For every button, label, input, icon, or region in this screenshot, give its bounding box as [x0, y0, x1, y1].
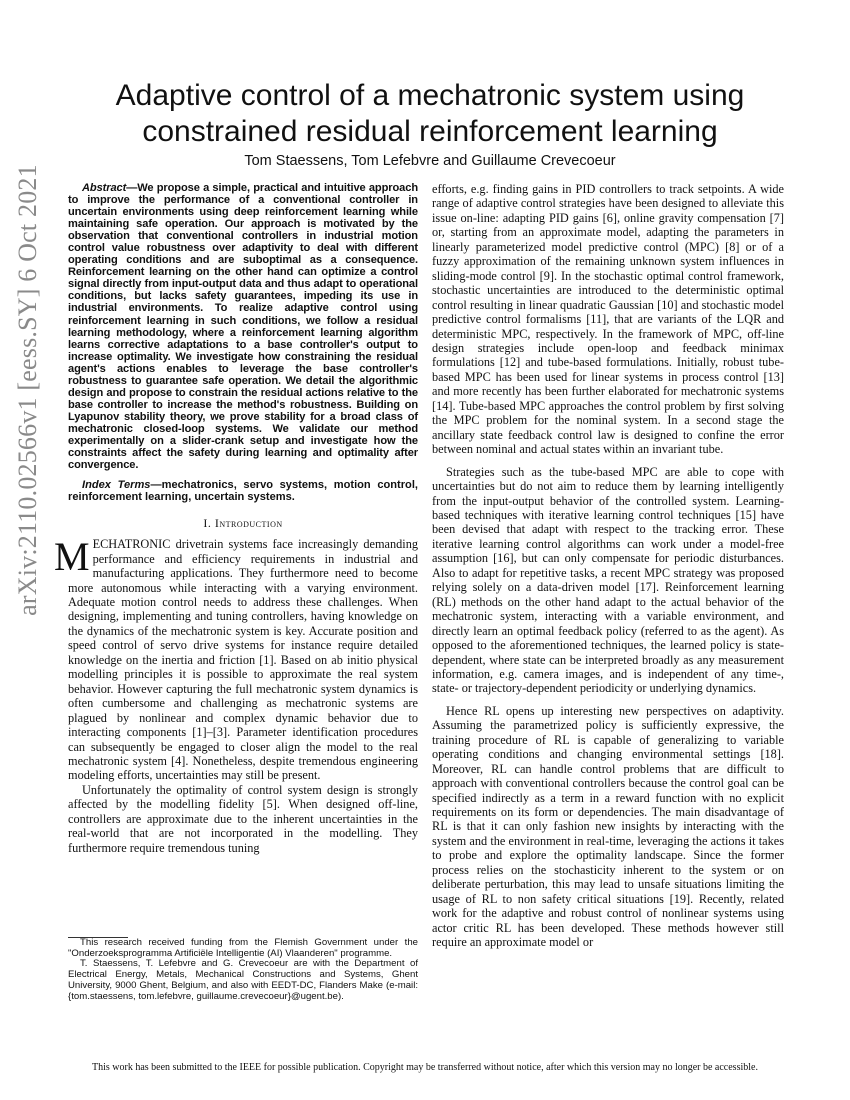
intro-paragraph-1-text: ECHATRONIC drivetrain systems face increasingly demanding performance and efficiency requirements in industrial and manufacturing applications. They furthermore need to become more autonomous while interacting with a varying environment. Adequate motion control needs to address these challenges. When designing, implementing and tuning controllers, having knowledge on the dynamics of the mechatronic system is key. Accurate position and speed control of servo drive systems for instance require detailed knowledge on the inertia and friction [1]. Based on ab initio physical modelling principles it is possible to approximate the real system behavior. However capturing the full mechatronic system dynamics is often cumbersome and challenging as mechatronic systems are plagued by nonlinear and complex dynamic behavior due to interacting components [1]–[3]. Parameter identification procedures can subsequently be engaged to closer align the model to the real mechatronic system [4]. Nonetheless, despite tremendous engineering modeling efforts, uncertainties may still be present.	[68, 537, 418, 783]
footnote-funding: This research received funding from the Flemish Government under the "Onderzoeksprogramma Artificiële Intelligentie (AI) Vlaanderen" programme.	[68, 937, 418, 959]
author-list: Tom Staessens, Tom Lefebvre and Guillaume Crevecoeur	[244, 153, 616, 169]
drop-cap: M	[54, 534, 90, 580]
index-terms-label: Index Terms	[82, 479, 151, 492]
index-terms	[68, 479, 418, 503]
arxiv-identifier: arXiv:2110.02566v1 [eess.SY] 6 Oct 2021	[13, 164, 42, 616]
section-heading-introduction: I. Introduction	[203, 516, 283, 531]
abstract-label: Abstract	[82, 182, 127, 194]
right-paragraph-2: Strategies such as the tube-based MPC are able to cope with uncertainties but do not aim to reduce them by learning intelligently from the input-output behavior of the controlled system. Learning-based techniques with iterative learning control techniques [15] have been devised that adapt with respect to the tracking error. These iterative learning control algorithms can work under a model-free assumption [16], but can only compensate for periodic disturbances. Also to adapt for repetitive tasks, a recent MPC strategy was proposed relying solely on a data-driven model [17]. Reinforcement learning (RL) methods on the other hand adapt to the actual behavior of the mechatronic system, interacting with a variable environment, and directly learn an optimal feedback policy (referred to as the agent). As opposed to the aforementioned techniques, the learned policy is state-dependent, where state can be interpreted broadly as any measurement information, e.g. camera images, and is independent of any time-, state- or trajectory-dependent periodicity or underlying dynamics.	[432, 464, 784, 696]
right-paragraph-1: efforts, e.g. finding gains in PID controllers to track setpoints. A wide range of adaptive control strategies have been designed to alleviate this issue on-line: adapting PID gains [6], online gravity compensation [7] or, starting from an approximate model, adapting the parameters in linearly parameterized model predictive control (MPC) [8] or of a fuzzy approximation of the remaining unknown system influences in sliding-mode control [9]. In the stochastic optimal control framework, stochastic uncertainties are introduced to the deterministic optimal control resulting in linear quadratic Gaussian [10] and stochastic model predictive control formalisms [11], that are variants of the LQR and deterministic MPC, respectively. In the framework of MPC, off-line design strategies include open-loop and feedback minimax formulations [12] and tube-based formulations. Initially, robust tube-based MPC has been used for linear systems in process control [13] and more recently has been further elaborated for mechatronic systems [14]. Tube-based MPC approaches the control problem by first solving the MPC problem for the nominal system. In a second stage the ancillary state feedback control law is designed to confine the error between nominal and actual states within an invariant tube.	[432, 182, 784, 457]
right-column	[432, 182, 784, 950]
footnotes	[68, 938, 418, 1002]
submission-notice: This work has been submitted to the IEEE for possible publication. Copyright may be transferred without notice, after which this version may no longer be accessible.	[92, 1062, 758, 1073]
intro-paragraph-1	[54, 534, 418, 783]
intro-paragraph-2: Unfortunately the optimality of control system design is strongly affected by the modelling fidelity [5]. When designed off-line, controllers are approximate due to the inherent uncertainties in the real-world that are not incorporated in the modelling. They furthermore require tremendous tuning	[68, 782, 418, 855]
index-terms-text: —mechatronics, servo systems, motion control, reinforcement learning, uncertain systems.	[68, 479, 418, 504]
abstract-text: —We propose a simple, practical and intuitive approach to improve the performance of a conventional controller in uncertain environments using deep reinforcement learning while maintaining safe operation. Our approach is motivated by the observation that conventional controllers in industrial motion control value robustness over adaptivity to deal with different operating conditions and are suboptimal as a consequence. Reinforcement learning on the other hand can optimize a control signal directly from input-output data and thus adapt to operational conditions, but lacks safety guarantees, impeding its use in industrial environments. To realize adaptive control using reinforcement learning in such conditions, we follow a residual learning methodology, where a reinforcement learning algorithm learns corrective adaptations to a base controller's output to increase optimality. We investigate how constraining the residual agent's actions enables to leverage the base controller's robustness to guarantee safe operation. We detail the algorithmic design and propose to constrain the residual actions relative to the base controller to increase the method's robustness. Building on Lyapunov stability theory, we prove stability for a broad class of mechatronic closed-loop systems. We validate our method experimentally on a slider-crank setup and investigate how the constraints affect the safety during learning and optimality after convergence.	[68, 182, 418, 472]
footnote-affiliations: T. Staessens, T. Lefebvre and G. Crevecoeur are with the Department of Electrical Energy, Metals, Mechanical Constructions and Systems, Ghent University, 9000 Ghent, Belgium, and also with EEDT-DC, Flanders Make (e-mail: {tom.staessens, tom.lefebvre, guillaume.crevecoeur}@ugent.be).	[68, 958, 418, 1002]
left-column	[54, 182, 418, 855]
paper-title: Adaptive control of a mechatronic system using constrained residual reinforcement learning	[115, 79, 745, 148]
right-paragraph-3: Hence RL opens up interesting new perspectives on adaptivity. Assuming the parametrized policy is sufficiently expressive, the training procedure of RL is capable of generalizing to variable operating conditions and changing environmental settings [18]. Moreover, RL can handle control problems that are difficult to approach with conventional controllers because the control goal can be specified indirectly as a term in a reward function with no explicit requirements on its form or dependencies. The main disadvantage of RL is that it can only fashion new insights by interacting with the system and the environment in real-time, leveraging the actions it takes to probe and explore the optimality landscape. Since the former process relies on the stochasticity inherent to the system or on deliberate perturbation, this may lead to unsafe situations limiting the usage of RL to non safety critical situations [19]. Recently, related work for the adaptive and robust control of nonlinear systems using actor critic RL has been developed. These methods however still require an approximate model or	[432, 703, 784, 950]
abstract	[68, 182, 418, 471]
